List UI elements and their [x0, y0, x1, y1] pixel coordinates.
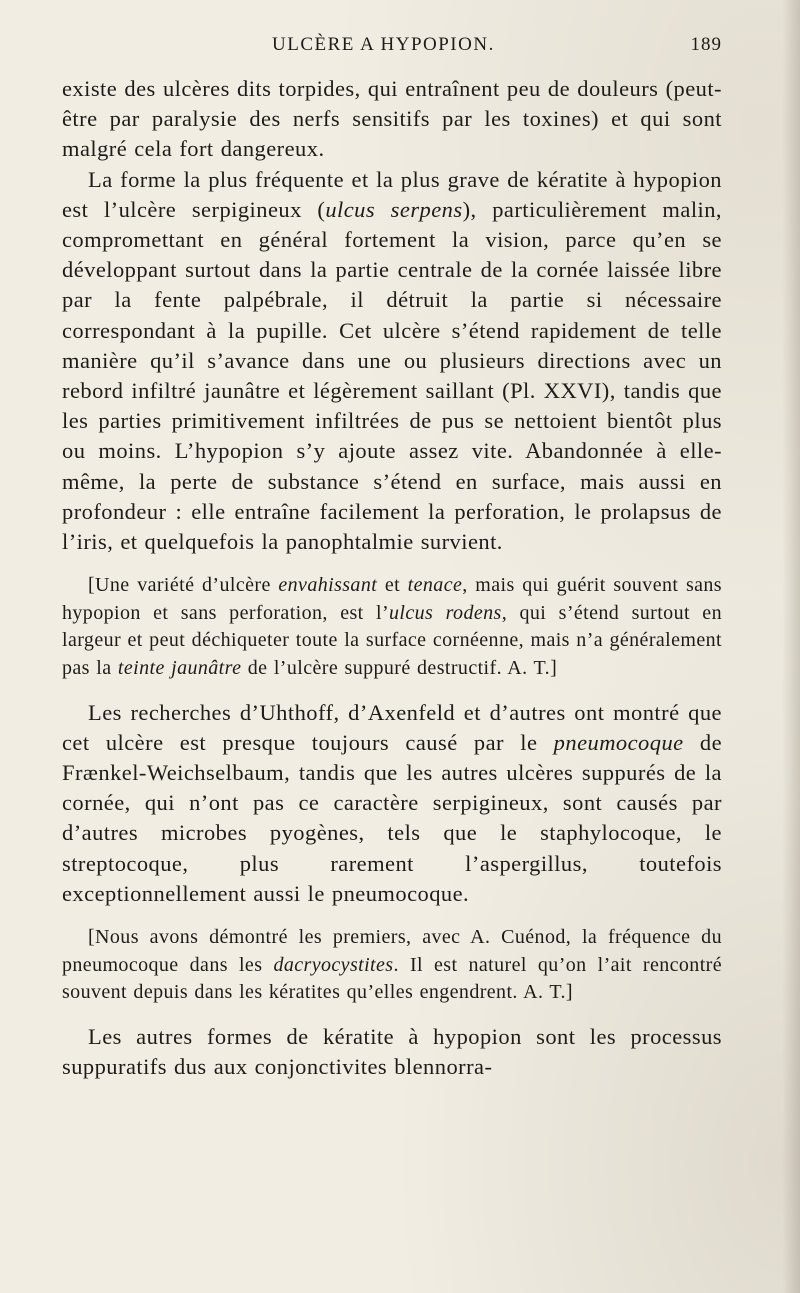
note-1-text-d: , qui s’étend surtout en largeur et peut déchiqueter toute la surface cornéenne, mais n’a généralement pas la — [62, 601, 722, 680]
paragraph-2 — [62, 165, 722, 558]
paragraph-2-italic-ulcus-serpens: ulcus serpens — [325, 196, 463, 222]
note-2-text-b: . Il est naturel qu’on l’ait rencontré souvent depuis dans les kératites qu’elles engendrent. A. T.] — [62, 953, 722, 1004]
paragraph-3-text-a: Les recherches d’Uhthoff, d’Axenfeld et d’autres ont montré que cet ulcère est presque toujours causé par le — [62, 699, 722, 755]
note-1-italic-teinte-jaunatre: teinte jaunâtre — [117, 657, 242, 680]
page-header — [62, 34, 722, 62]
paragraph-4 — [62, 1022, 722, 1082]
paragraph-2-text-b: ), particulièrement malin, compromettant en général fortement la vision, parce qu’en se développant surtout dans la partie centrale de la cornée laissée libre par la fente palpébrale, il détruit la partie si nécessaire correspondant à la pupille. Cet ulcère s’étend rapidement de telle manière qu’il s’avance dans une ou plusieurs directions avec un rebord infiltré jaunâtre et légèrement saillant (Pl. XXVI), tandis que les parties primitivement infiltrées de pus se nettoient bientôt plus ou moins. L’hypopion s’y ajoute assez vite. Abandonnée à elle-même, la perte de substance s’étend en surface, mais aussi en profondeur : elle entraîne facilement la perforation, le prolapsus de l’iris, et quelquefois la panophtalmie survient. — [62, 196, 722, 555]
page-body — [62, 74, 722, 1082]
running-head: ULCÈRE A HYPOPION. — [272, 34, 495, 55]
paragraph-3-text-b: de Frænkel-Weichselbaum, tandis que les autres ulcères suppurés de la cornée, qui n’ont pas ce caractère serpigineux, sont causés par d’autres microbes pyogènes, tels que le staphylocoque, le streptocoque, plus rarement l’aspergillus, toutefois exceptionnellement aussi le pneumocoque. — [62, 729, 723, 906]
note-1-italic-envahissant: envahissant — [278, 574, 378, 597]
note-1-text-a: [Une variété d’ulcère — [88, 574, 279, 597]
page-number: 189 — [690, 34, 722, 55]
paragraph-3-italic-pneumocoque: pneumocoque — [553, 729, 684, 755]
translator-note-1 — [62, 572, 722, 682]
note-1-text-b: et — [377, 574, 408, 597]
translator-note-2 — [62, 924, 722, 1007]
note-1-italic-ulcus-rodens: ulcus rodens — [389, 601, 502, 624]
paragraph-2-text-a: La forme la plus fréquente et la plus grave de kératite à hypopion est l’ulcère serpigineux ( — [62, 166, 722, 222]
note-1-italic-tenace: tenace — [407, 574, 463, 597]
paragraph-1-text: existe des ulcères dits torpides, qui entraînent peu de douleurs (peut-être par paralysie des nerfs sensitifs par les toxines) et qui sont malgré cela fort dangereux. — [62, 76, 722, 162]
note-1-text-c: , mais qui guérit souvent sans hypopion et sans perforation, est l’ — [62, 574, 722, 624]
paragraph-3 — [62, 698, 722, 909]
note-1-text-e: de l’ulcère suppuré destructif. A. T.] — [241, 657, 558, 680]
paragraph-1 — [62, 74, 722, 165]
paragraph-4-text: Les autres formes de kératite à hypopion sont les processus suppuratifs dus aux conjonctivites blennorra- — [62, 1023, 722, 1080]
page-edge-shadow — [782, 0, 800, 1293]
note-2-italic-dacryocystites: dacryocystites — [273, 953, 394, 976]
note-2-text-a: [Nous avons démontré les premiers, avec A. Cuénod, la fréquence du pneumocoque dans les — [62, 926, 722, 976]
